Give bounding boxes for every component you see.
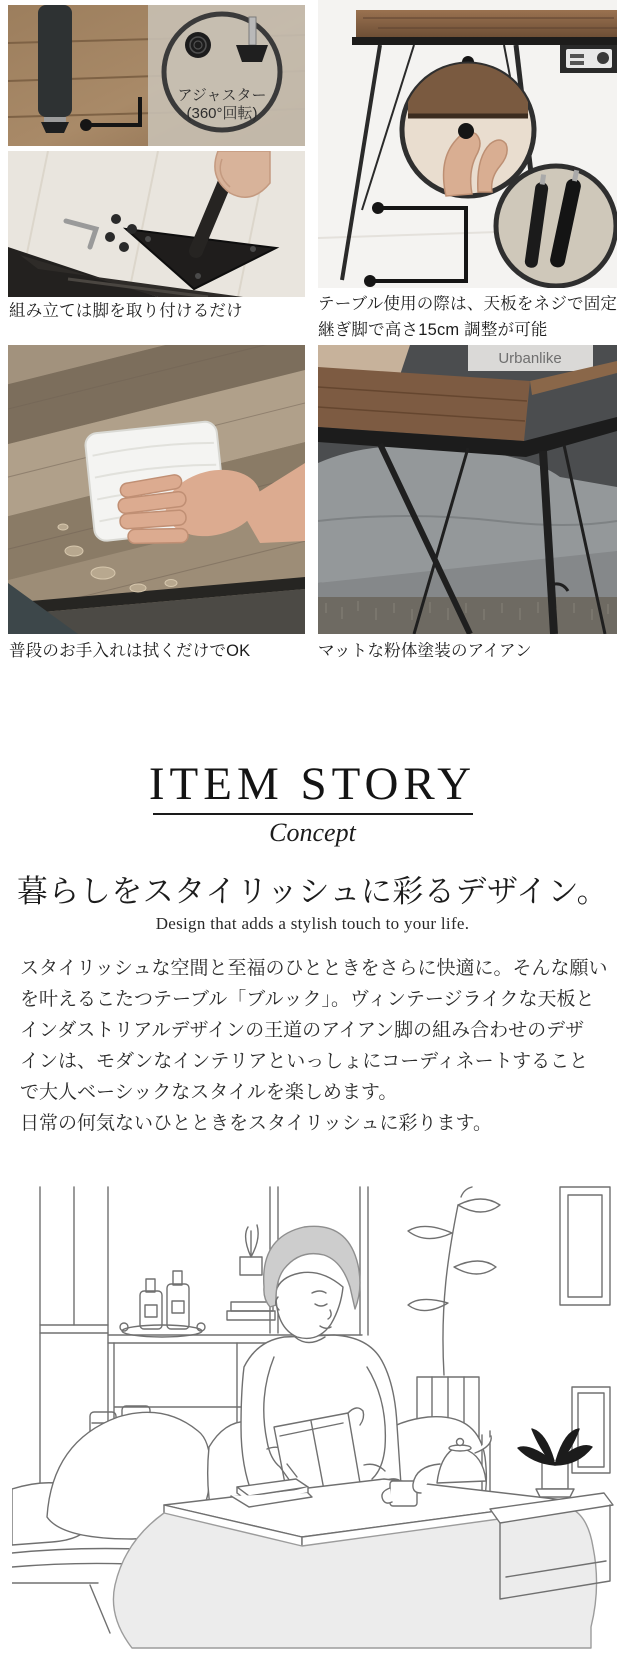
body-line: 日常の何気ないひとときをスタイリッシュに彩ります。 bbox=[20, 1113, 492, 1134]
photo-assembly bbox=[8, 151, 305, 297]
table-leg bbox=[38, 5, 72, 133]
box-label-text: Urbanlike bbox=[498, 350, 562, 367]
caption-table-use bbox=[318, 292, 625, 343]
body-line: スタイリッシュな空間と至福のひとときをさらに快適に。そんな願い bbox=[20, 958, 608, 979]
wall-frames bbox=[560, 1187, 610, 1473]
tabletop bbox=[352, 10, 617, 45]
person-reading bbox=[241, 1226, 406, 1502]
caption-iron-text: マットな粉体塗装のアイアン bbox=[318, 642, 532, 660]
potted-plant bbox=[518, 1429, 592, 1497]
body-line: インダストリアルデザインの王道のアイアン脚の組み合わせのデザ bbox=[20, 1020, 585, 1041]
caption-iron bbox=[318, 639, 532, 665]
body-line: で大人ベーシックなスタイルを楽しめます。 bbox=[20, 1082, 398, 1103]
callout-text-line2: (360°回転) bbox=[186, 105, 258, 122]
adjuster-callout bbox=[164, 14, 280, 130]
caption-care bbox=[9, 639, 250, 665]
concept-body bbox=[20, 953, 612, 1139]
caption-table-use-line2: 継ぎ脚で高さ15cm 調整が可能 bbox=[318, 320, 548, 339]
title-underline bbox=[153, 813, 473, 815]
photo-leg-adjuster bbox=[8, 5, 305, 146]
body-line: インは、モダンなインテリアといっしょにコーディネートすること bbox=[20, 1051, 589, 1072]
caption-table-use-line1: テーブル使用の際は、天板をネジで固定 bbox=[318, 295, 618, 313]
body-line: を叶えるこたつテーブル「ブルック」。ヴィンテージライクな天板と bbox=[20, 989, 595, 1010]
lifestyle-illustration bbox=[12, 1185, 615, 1650]
concept-subtitle: Concept bbox=[269, 818, 356, 847]
concept-heading-en: Design that adds a stylish touch to your life. bbox=[155, 914, 470, 933]
caption-assembly bbox=[9, 299, 243, 325]
photo-easy-care bbox=[8, 345, 305, 634]
photo-iron-legs bbox=[318, 345, 617, 634]
heater-control-box bbox=[560, 45, 617, 73]
callout-text-line1: アジャスター bbox=[177, 87, 267, 104]
caption-assembly-text: 組み立ては脚を取り付けるだけ bbox=[9, 302, 243, 320]
caption-care-text: 普段のお手入れは拭くだけでOK bbox=[9, 642, 251, 660]
item-story-title: ITEM STORY bbox=[148, 758, 477, 810]
concept-heading-jp: 暮らしをスタイリッシュに彩るデザイン。 bbox=[16, 874, 609, 909]
photo-table-use bbox=[318, 0, 617, 288]
